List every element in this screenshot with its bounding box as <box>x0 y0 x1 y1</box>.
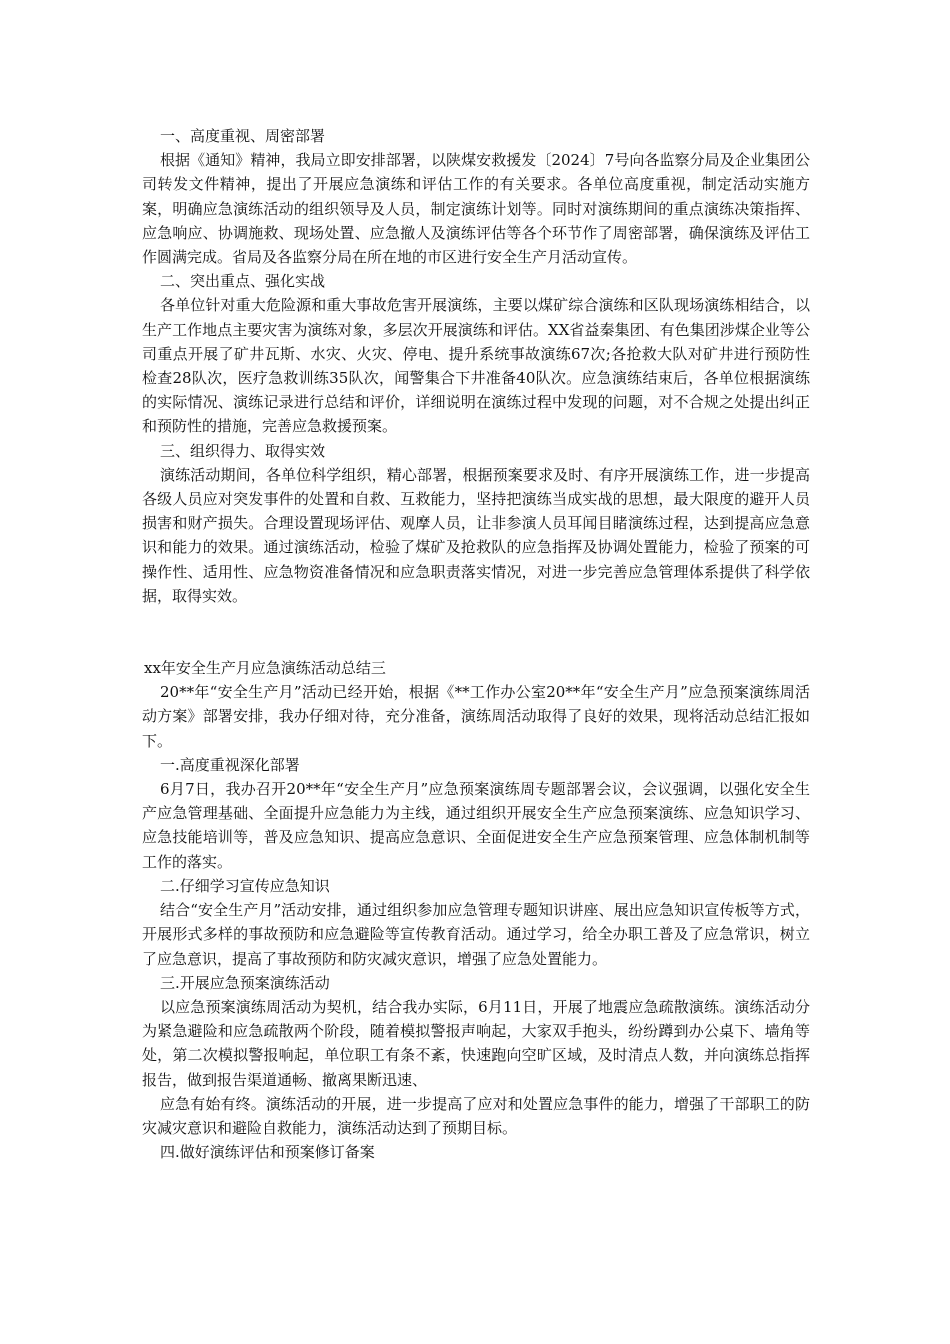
section2-intro: 20**年“安全生产月”活动已经开始，根据《**工作办公室20**年“安全生产月”应急预案演练周活动方案》部署安排，我办仔细对待，充分准备，演练周活动取得了良好的效果，现将活动总结汇报如下。 <box>142 683 810 750</box>
section1-paragraph-2: 各单位针对重大危险源和重大事故危害开展演练，主要以煤矿综合演练和区队现场演练相结合，以生产工作地点主要灾害为演练对象，多层次开展演练和评估。XX省益秦集团、有色集团涉煤企业等公司重点开展了矿井瓦斯、水灾、火灾、停电、提升系统事故演练67次;各抢救大队对矿井进行预防性检查28队次，医疗急救训练35队次，闻警集合下井准备40队次。应急演练结束后，各单位根据演练的实际情况、演练记录进行总结和评价，详细说明在演练过程中发现的问题，对不合规之处提出纠正和预防性的措施，完善应急救援预案。 <box>142 296 810 436</box>
document-body <box>142 124 810 1164</box>
section1-heading-1: 一、高度重视、周密部署 <box>160 127 326 145</box>
section1-heading-3: 三、组织得力、取得实效 <box>160 441 326 460</box>
section1-heading-2: 二、突出重点、强化实战 <box>160 272 326 291</box>
section2-heading-1: 一.高度重视深化部署 <box>160 755 300 774</box>
section2-title: xx年安全生产月应急演练活动总结三 <box>144 659 386 678</box>
section2-paragraph-2: 结合“安全生产月”活动安排，通过组织参加应急管理专题知识讲座、展出应急知识宣传板等方式，开展形式多样的事故预防和应急避险等宣传教育活动。通过学习，给全办职工普及了应急常识，树立了应急意识，提高了事故预防和防灾减灾意识，增强了应急处置能力。 <box>142 901 810 968</box>
section2-heading-3: 三.开展应急预案演练活动 <box>160 973 330 992</box>
section2-paragraph-1: 6月7日，我办召开20**年“安全生产月”应急预案演练周专题部署会议，会议强调，以强化安全生产应急管理基础、全面提升应急能力为主线，通过组织开展安全生产应急预案演练、应急知识学习、应急技能培训等，普及应急知识、提高应急意识、全面促进安全生产应急预案管理、应急体制机制等工作的落实。 <box>142 780 810 871</box>
section1-paragraph-1: 根据《通知》精神，我局立即安排部署，以陕煤安救援发〔2024〕7号向各监察分局及企业集团公司转发文件精神，提出了开展应急演练和评估工作的有关要求。各单位高度重视，制定活动实施方案，明确应急演练活动的组织领导及人员，制定演练计划等。同时对演练期间的重点演练决策指挥、应急响应、协调施救、现场处置、应急撤人及演练评估等各个环节作了周密部署，确保演练及评估工作圆满完成。省局及各监察分局在所在地的市区进行安全生产月活动宣传。 <box>142 151 810 267</box>
section2-paragraph-4: 应急有始有终。演练活动的开展，进一步提高了应对和处置应急事件的能力，增强了干部职工的防灾减灾意识和避险自救能力，演练活动达到了预期目标。 <box>142 1094 810 1137</box>
section-spacer <box>142 608 810 656</box>
section1-paragraph-3: 演练活动期间，各单位科学组织，精心部署，根据预案要求及时、有序开展演练工作，进一步提高各级人员应对突发事件的处置和自救、互救能力，坚持把演练当成实战的思想，最大限度的避开人员损害和财产损失。合理设置现场评估、观摩人员，让非参演人员耳闻目睹演练过程，达到提高应急意识和能力的效果。通过演练活动，检验了煤矿及抢救队的应急指挥及协调处置能力，检验了预案的可操作性、适用性、应急物资准备情况和应急职责落实情况，对进一步完善应急管理体系提供了科学依据，取得实效。 <box>142 465 810 605</box>
section2-heading-2: 二.仔细学习宣传应急知识 <box>160 876 330 895</box>
section2-heading-4: 四.做好演练评估和预案修订备案 <box>160 1143 375 1162</box>
section2-paragraph-3: 以应急预案演练周活动为契机，结合我办实际，6月11日，开展了地震应急疏散演练。演练活动分为紧急避险和应急疏散两个阶段，随着模拟警报声响起，大家双手抱头，纷纷蹲到办公桌下、墙角等处，第二次模拟警报响起，单位职工有条不紊，快速跑向空旷区域，及时清点人数，并向演练总指挥报告，做到报告渠道通畅、撤离果断迅速、 <box>142 997 810 1089</box>
